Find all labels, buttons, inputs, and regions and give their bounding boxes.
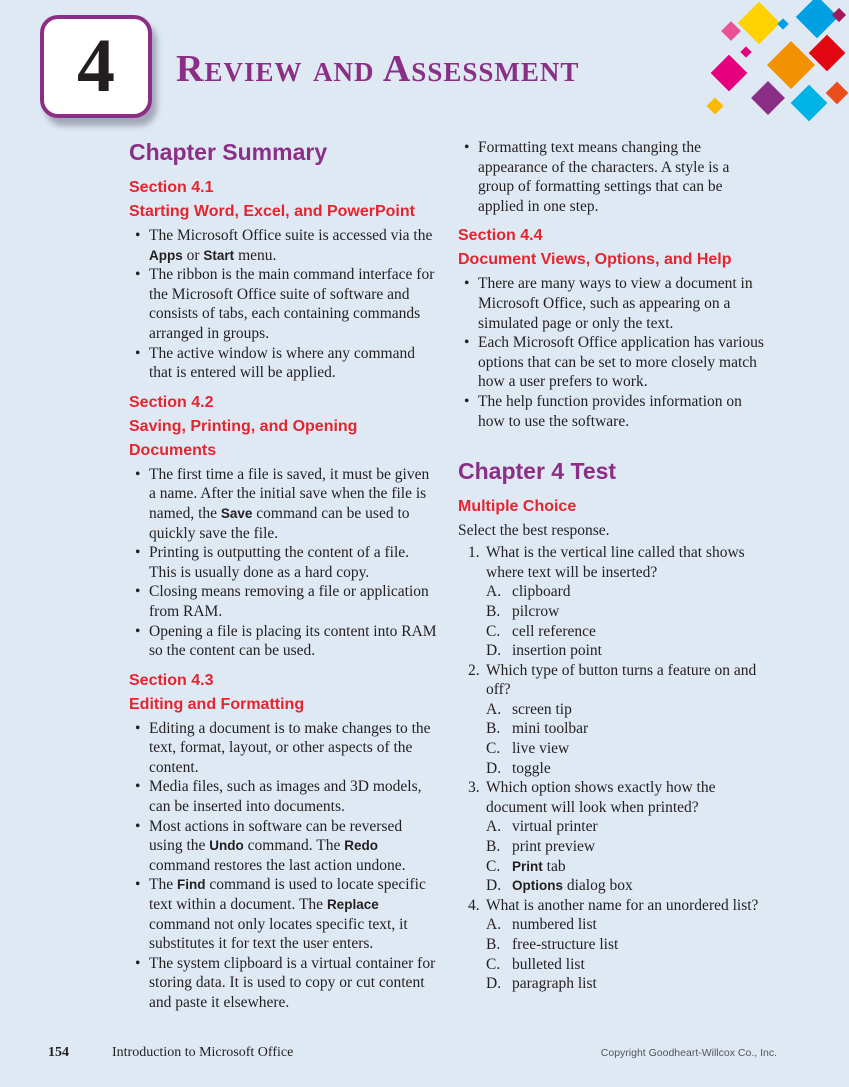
command-name: Options — [512, 878, 563, 894]
option-letter: B. — [486, 720, 501, 738]
section-bullets — [129, 719, 437, 1013]
answer-option — [486, 739, 768, 759]
text-run: toggle — [512, 759, 551, 777]
option-letter: A. — [486, 583, 502, 601]
text-run: command is used to locate specific text within a document. The — [149, 876, 426, 914]
text-run: command not only locates specific text, it substitutes it for text the user enters. — [149, 915, 408, 953]
section-title: Saving, Printing, and Opening Documents — [129, 417, 358, 459]
text-run: The — [149, 876, 177, 894]
answer-option — [486, 641, 768, 661]
answer-options — [486, 915, 768, 993]
right-column — [458, 138, 768, 994]
question-number: 2. — [468, 661, 480, 679]
option-letter: B. — [486, 602, 501, 620]
text-run: Closing means removing a file or application from RAM. — [149, 583, 429, 620]
text-run: print preview — [512, 838, 596, 856]
summary-sections-left — [129, 176, 437, 1013]
text-run: Editing a document is to make changes to the text, format, layout, or other aspects of the content. — [149, 719, 431, 776]
bullet-item — [129, 465, 437, 543]
bullet-item — [458, 274, 768, 333]
option-letter: B. — [486, 838, 501, 856]
command-name: Redo — [344, 838, 378, 854]
option-letter: C. — [486, 857, 501, 875]
text-run: Most actions in software can be reversed using the — [149, 817, 403, 855]
text-run: free-structure list — [512, 936, 619, 953]
answer-option — [486, 915, 768, 935]
section-number: Section 4.2 — [129, 393, 214, 411]
answer-options — [486, 817, 768, 895]
text-run: The Microsoft Office suite is accessed via the — [149, 227, 433, 244]
bullet-item — [129, 265, 437, 343]
text-run: The help function provides information on how to use the software. — [478, 392, 742, 430]
text-run: The first time a file is saved, it must be given a name. After the initial save when the file is named, the — [149, 465, 430, 522]
section-number: Section 4.1 — [129, 179, 214, 196]
command-name: Find — [176, 877, 206, 893]
text-run: virtual printer — [512, 818, 598, 836]
chapter-summary-column — [129, 138, 437, 1021]
command-name: Save — [220, 505, 253, 521]
bullet-item — [129, 719, 437, 778]
answer-option — [486, 719, 768, 739]
bullet-item — [129, 344, 437, 383]
section-title: Starting Word, Excel, and PowerPoint — [129, 203, 415, 220]
bullet-item — [458, 138, 768, 216]
text-run: clipboard — [512, 583, 571, 601]
answer-option — [486, 857, 768, 877]
text-run: Formatting text means changing the appearance of the characters. A style is a group of formatting settings that can be applied in one step. — [478, 139, 730, 215]
text-run: menu. — [234, 246, 277, 264]
command-name: Apps — [149, 247, 183, 263]
bullet-item — [129, 622, 437, 661]
option-letter: A. — [486, 916, 502, 934]
text-run: numbered list — [512, 916, 597, 934]
chapter-number: 4 — [77, 24, 115, 108]
option-letter: D. — [486, 759, 502, 777]
text-run: live view — [512, 740, 570, 758]
bullet-item — [129, 817, 437, 876]
text-run: There are many ways to view a document in Microsoft Office, such as appearing on a simulated page or only the text. — [478, 275, 753, 332]
question-text: What is another name for an unordered list? — [486, 896, 759, 914]
text-run: bulleted list — [512, 955, 585, 973]
question-item — [458, 778, 768, 896]
option-letter: C. — [486, 955, 501, 973]
answer-option — [486, 700, 768, 720]
question-item — [458, 896, 768, 994]
bullet-item — [129, 777, 437, 816]
command-name: Start — [203, 247, 235, 263]
question-text: Which type of button turns a feature on and off? — [486, 661, 757, 699]
section-title: Document Views, Options, and Help — [458, 251, 732, 269]
bullet-item — [129, 582, 437, 621]
command-name: Print — [512, 858, 543, 874]
multiple-choice-heading: Multiple Choice — [458, 498, 577, 516]
bullet-item — [458, 392, 768, 431]
question-number: 3. — [468, 779, 480, 797]
text-run: Printing is outputting the content of a file. This is usually done as a hard copy. — [149, 544, 410, 581]
question-number: 1. — [468, 544, 480, 562]
chapter-summary-heading: Chapter Summary — [129, 139, 328, 165]
question-text: What is the vertical line called that shows where text will be inserted? — [486, 544, 745, 581]
question-item — [458, 661, 768, 779]
section-bullets — [129, 465, 437, 661]
answer-option — [486, 876, 768, 896]
chapter-number-badge — [40, 15, 152, 118]
option-letter: B. — [486, 936, 501, 953]
command-name: Replace — [326, 897, 379, 913]
page-number: 154 — [48, 1045, 69, 1060]
answer-option — [486, 955, 768, 975]
answer-option — [486, 837, 768, 857]
text-run: The active window is where any command that is entered will be applied. — [149, 344, 415, 382]
option-letter: D. — [486, 877, 502, 895]
decorative-diamonds-graphic — [704, 0, 849, 125]
section-number: Section 4.4 — [458, 227, 543, 245]
text-run: or — [182, 246, 204, 264]
answer-options — [486, 582, 768, 660]
bullet-item — [458, 333, 768, 392]
text-run: command can be used to quickly save the file. — [149, 504, 410, 542]
answer-option — [486, 602, 768, 622]
summary-sections-right — [458, 138, 768, 431]
copyright-notice: Copyright Goodheart-Willcox Co., Inc. — [600, 1047, 777, 1059]
answer-option — [486, 759, 768, 779]
text-run: The system clipboard is a virtual container for storing data. It is used to copy or cut content and paste it elsewhere. — [149, 954, 436, 1011]
option-letter: D. — [486, 642, 502, 660]
text-run: tab — [542, 857, 566, 875]
option-letter: A. — [486, 818, 502, 836]
answer-option — [486, 817, 768, 837]
text-run: cell reference — [512, 622, 596, 640]
text-run: Media files, such as images and 3D models, can be inserted into documents. — [149, 778, 422, 816]
text-run: dialog box — [563, 877, 633, 895]
answer-option — [486, 622, 768, 642]
bullet-item — [129, 543, 437, 582]
text-run: The ribbon is the main command interface for the Microsoft Office suite of software and consists of tabs, each containing commands arranged in groups. — [149, 266, 435, 342]
option-letter: A. — [486, 700, 502, 718]
answer-option — [486, 935, 768, 955]
text-run: command. The — [243, 837, 345, 855]
bullet-item — [129, 954, 437, 1013]
answer-option — [486, 582, 768, 602]
text-run: Each Microsoft Office application has various options that can be set to more closely match how a user prefers to work. — [478, 334, 764, 391]
section-number: Section 4.3 — [129, 671, 214, 689]
text-run: mini toolbar — [512, 720, 589, 738]
bullet-item — [129, 875, 437, 953]
section-title: Editing and Formatting — [129, 695, 305, 713]
text-run: insertion point — [512, 642, 602, 660]
test-instructions: Select the best response. — [458, 522, 610, 540]
section-bullets — [129, 226, 437, 383]
book-title: Introduction to Microsoft Office — [112, 1045, 294, 1060]
text-run: command restores the last action undone. — [149, 856, 406, 874]
chapter-test-heading: Chapter 4 Test — [458, 458, 617, 485]
section-bullets-continued — [458, 138, 768, 216]
question-text: Which option shows exactly how the document will look when printed? — [486, 779, 716, 816]
text-run: Opening a file is placing its content into RAM so the content can be used. — [149, 622, 437, 660]
question-number: 4. — [468, 896, 480, 914]
answer-options — [486, 700, 768, 778]
option-letter: C. — [486, 740, 501, 758]
section-bullets — [458, 274, 768, 431]
text-run: screen tip — [512, 700, 572, 718]
option-letter: D. — [486, 975, 502, 993]
question-list — [458, 543, 768, 994]
text-run: pilcrow — [512, 602, 560, 620]
option-letter: C. — [486, 622, 501, 640]
question-item — [458, 543, 768, 661]
command-name: Undo — [209, 838, 244, 854]
page-title: Review and Assessment — [176, 48, 580, 90]
bullet-item — [129, 226, 437, 265]
answer-option — [486, 974, 768, 994]
text-run: paragraph list — [512, 975, 597, 993]
